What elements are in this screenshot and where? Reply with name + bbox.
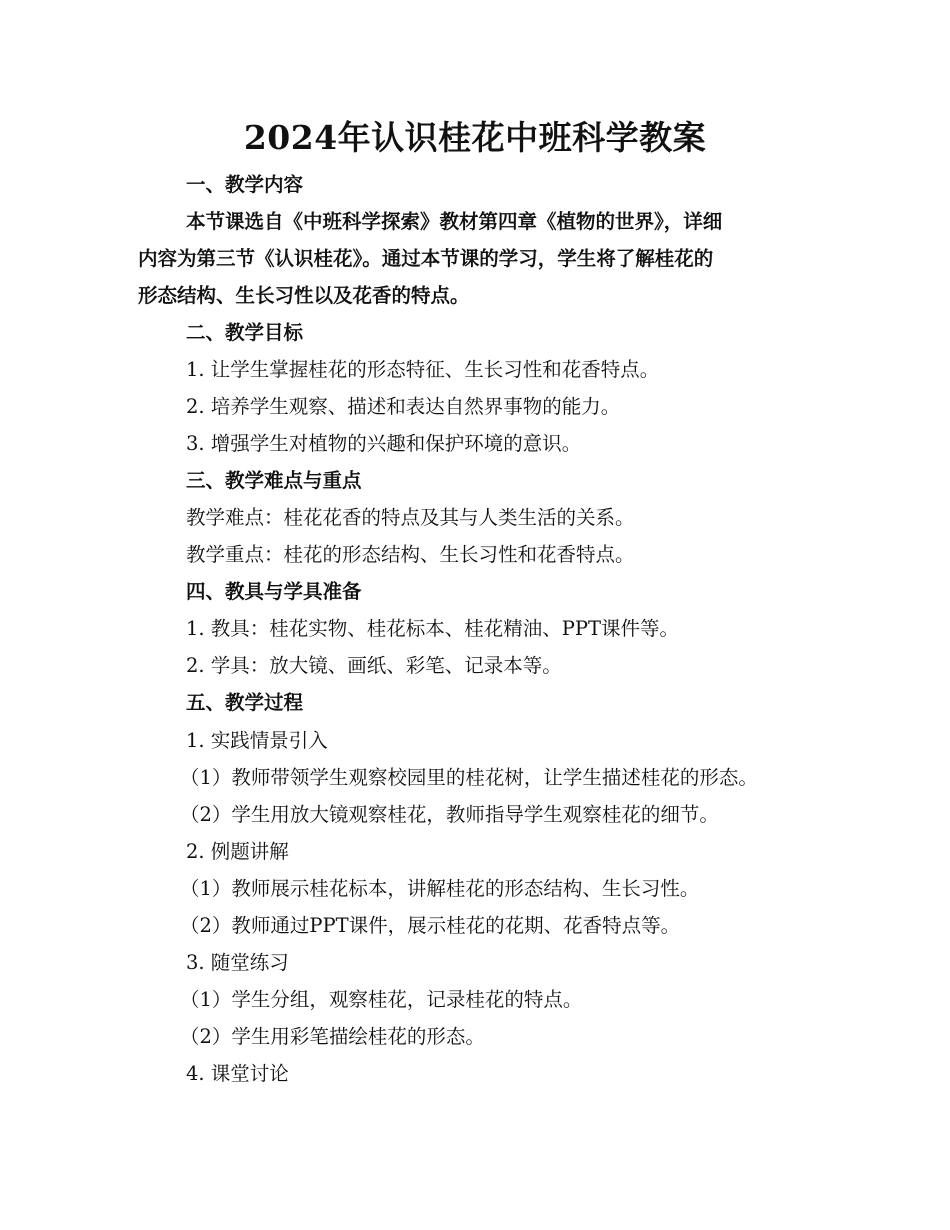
list-item: 教学重点：桂花的形态结构、生长习性和花香特点。 [186, 543, 635, 566]
process-step-label: 4. 课堂讨论 [186, 1062, 289, 1085]
section-heading: 三、教学难点与重点 [186, 469, 362, 492]
section-heading: 四、教具与学具准备 [186, 580, 362, 603]
list-item: 1. 让学生掌握桂花的形态特征、生长习性和花香特点。 [186, 358, 660, 381]
section-heading: 一、教学内容 [186, 173, 304, 196]
process-substep: （2）学生用彩笔描绘桂花的形态。 [180, 1025, 485, 1048]
process-substep: （1）教师带领学生观察校园里的桂花树，让学生描述桂花的形态。 [180, 766, 758, 789]
list-item: 教学难点：桂花花香的特点及其与人类生活的关系。 [186, 506, 635, 529]
paragraph-line: 形态结构、生长习性以及花香的特点。 [138, 284, 470, 307]
process-substep: （1）学生分组，观察桂花，记录桂花的特点。 [180, 988, 583, 1011]
process-step-label: 3. 随堂练习 [186, 951, 289, 974]
section-heading: 二、教学目标 [186, 321, 304, 344]
paragraph-line: 本节课选自《中班科学探索》教材第四章《植物的世界》，详细 [186, 210, 723, 233]
list-item: 3. 增强学生对植物的兴趣和保护环境的意识。 [186, 432, 582, 455]
section-heading: 五、教学过程 [186, 691, 304, 714]
process-substep: （1）教师展示桂花标本，讲解桂花的形态结构、生长习性。 [180, 877, 700, 900]
paragraph-line: 内容为第三节《认识桂花》。通过本节课的学习，学生将了解桂花的 [138, 247, 714, 270]
process-step-label: 2. 例题讲解 [186, 840, 289, 863]
list-item: 2. 培养学生观察、描述和表达自然界事物的能力。 [186, 395, 621, 418]
process-step-label: 1. 实践情景引入 [186, 729, 328, 752]
document-title: 2024年认识桂花中班科学教案 [243, 118, 707, 157]
list-item: 2. 学具：放大镜、画纸、彩笔、记录本等。 [186, 654, 562, 677]
process-substep: （2）学生用放大镜观察桂花，教师指导学生观察桂花的细节。 [180, 803, 719, 826]
list-item: 1. 教具：桂花实物、桂花标本、桂花精油、PPT课件等。 [186, 617, 680, 640]
process-substep: （2）教师通过PPT课件，展示桂花的花期、花香特点等。 [180, 914, 681, 937]
